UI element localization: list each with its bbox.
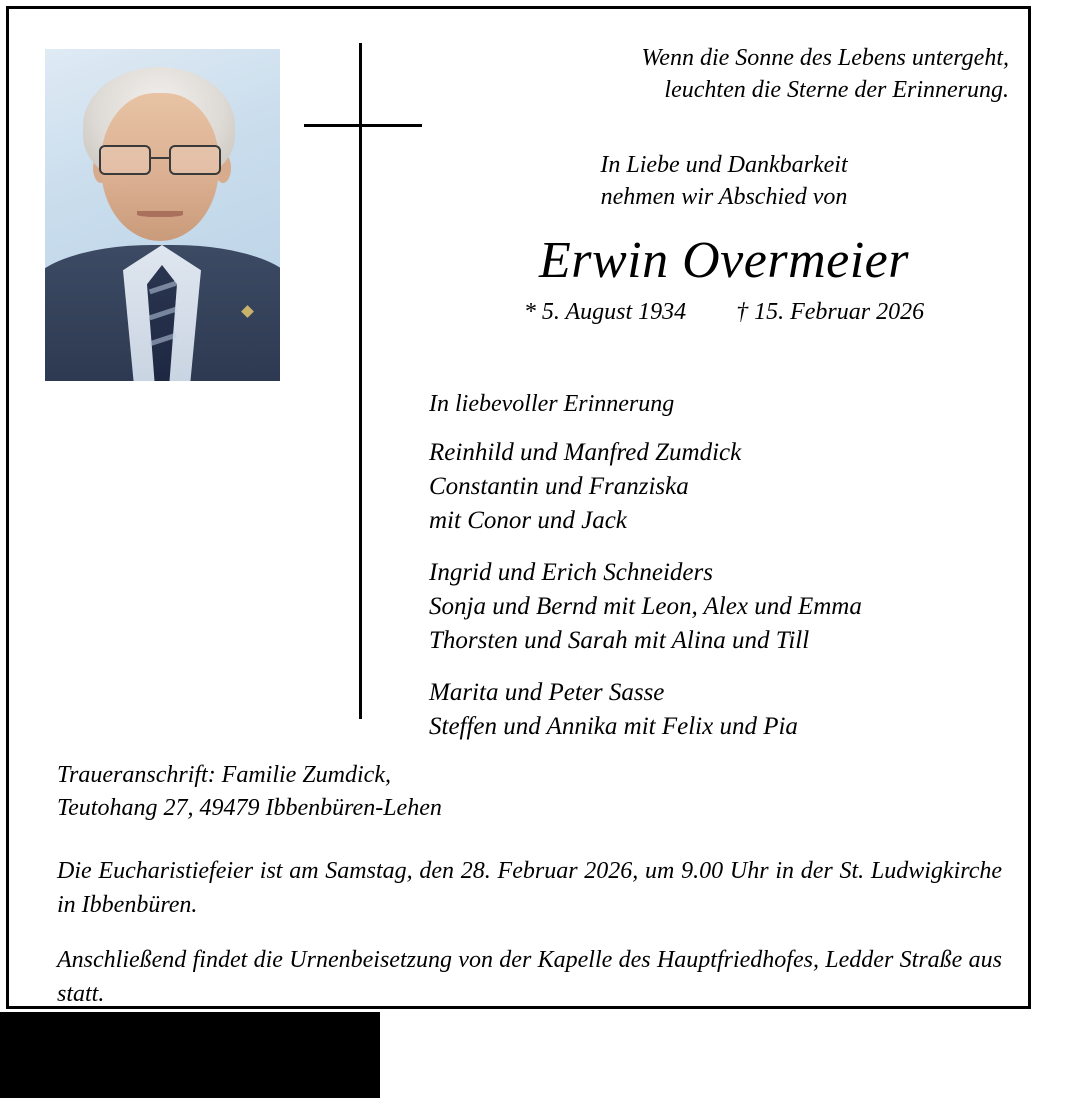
- dedication-line-2: nehmen wir Abschied von: [600, 184, 848, 211]
- address-line-1: Traueranschrift: Familie Zumdick,: [57, 762, 391, 788]
- family-line: Thorsten und Sarah mit Alina und Till: [429, 627, 810, 654]
- portrait-photo: [45, 49, 280, 381]
- verse-line-2: leuchten die Sterne der Erinnerung.: [664, 76, 1009, 103]
- cross-horizontal-bar: [304, 124, 422, 127]
- memory-intro: In liebevoller Erinnerung: [429, 391, 675, 417]
- family-line: Reinhild und Manfred Zumdick: [429, 439, 742, 466]
- family-line: Marita und Peter Sasse: [429, 679, 665, 706]
- glasses-icon: [97, 145, 225, 175]
- death-date: † 15. Februar 2026: [736, 299, 925, 325]
- verse-line-1: Wenn die Sonne des Lebens untergeht,: [641, 45, 1009, 71]
- cross-vertical-bar: [359, 43, 362, 719]
- dedication-line-1: In Liebe und Dankbarkeit: [600, 152, 848, 178]
- glasses-bridge: [151, 157, 169, 159]
- memory-block: [429, 391, 1029, 762]
- service-info: Die Eucharistiefeier ist am Samstag, den 28. Februar 2026, um 9.00 Uhr in der St. Ludwigkirche in Ibbenbüren.: [57, 858, 1002, 918]
- address-line-2: Teutohang 27, 49479 Ibbenbüren-Lehen: [57, 795, 442, 822]
- family-line: Constantin und Franziska: [429, 473, 689, 500]
- mourning-address: [57, 759, 1002, 825]
- birth-date: * 5. August 1934: [523, 299, 687, 325]
- family-group: [429, 556, 1029, 658]
- dedication-text: [439, 149, 1009, 214]
- family-line: Sonja und Bernd mit Leon, Alex und Emma: [429, 593, 862, 620]
- lower-info-block: [57, 759, 1002, 1034]
- verse-text: [439, 43, 1009, 106]
- bottom-bar-cutout: [380, 1012, 1083, 1098]
- mouth-shape: [137, 211, 183, 217]
- lens-right: [169, 145, 221, 175]
- family-group: [429, 436, 1029, 538]
- bottom-black-bar: [0, 1012, 1083, 1098]
- life-dates: [424, 299, 1024, 326]
- family-line: Steffen und Annika mit Felix und Pia: [429, 713, 798, 740]
- burial-info: Anschließend findet die Urnenbeisetzung von der Kapelle des Hauptfriedhofes, Ledder Straße aus statt.: [57, 947, 1002, 1007]
- obituary-card: [6, 6, 1031, 1009]
- family-line: mit Conor und Jack: [429, 507, 627, 534]
- family-group: [429, 676, 1029, 744]
- deceased-name: Erwin Overmeier: [539, 232, 909, 289]
- portrait-illustration: [45, 49, 280, 381]
- family-line: Ingrid und Erich Schneiders: [429, 559, 713, 586]
- lens-left: [99, 145, 151, 175]
